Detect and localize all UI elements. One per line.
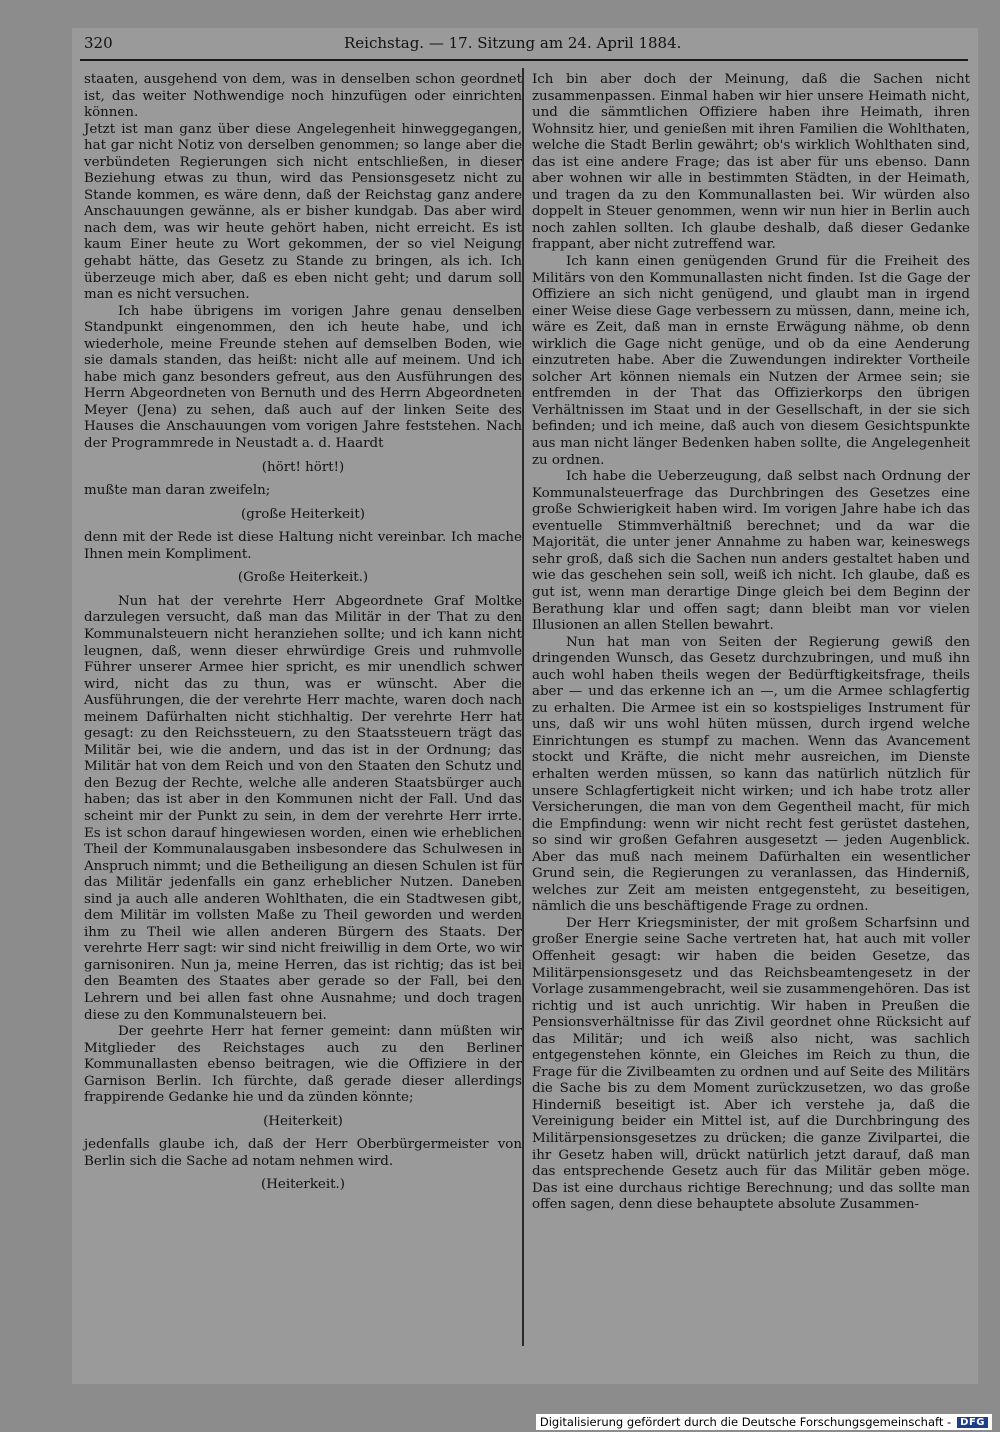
paragraph: Der geehrte Herr hat ferner gemeint: dann müßten wir Mitglieder des Reichstages auch zu den Berliner Kommunallasten ebenso beitragen, wie die Offiziere in der Garnison Berlin. Ich fürchte, daß gerade dieser allerdings frappirende Gedanke hie und da zünden könnte; (84, 1024, 522, 1106)
page-header (84, 34, 966, 60)
footer-credit: Digitalisierung gefördert durch die Deutsche Forschungsgemeinschaft - (539, 1415, 952, 1429)
dfg-logo: DFG (957, 1417, 988, 1428)
stage-direction: (Heiterkeit.) (261, 1177, 345, 1193)
paragraph: Ich habe die Ueberzeugung, daß selbst nach Ordnung der Kommunalsteuerfrage das Durchbringen des Gesetzes eine große Schwierigkeit haben wird. Im vorigen Jahre habe ich das eventuelle Stimmverhältniß berechnet; und da war die Majorität, die unter jener Annahme zu haben war, keineswegs sehr groß, daß sich die Sachen nun anders gestaltet haben und wie das geschehen sein soll, weiß ich nicht. Ich glaube, daß es gut ist, wenn man derartige Dinge gleich bei dem Beginn der Berathung klar und offen sagt; dann bleibt man vor vielen Illusionen an allen Stellen bewahrt. (532, 469, 970, 634)
right-column (532, 72, 970, 1214)
paragraph: Jetzt ist man ganz über diese Angelegenheit hinweggegangen, hat gar nicht Notiz von derselben genommen; so lange aber die verbündeten Regierungen sich nicht entschließen, in dieser Beziehung etwas zu thun, wird das Pensionsgesetz nicht zu Stande kommen, es wäre denn, daß der Reichstag ganz andere Anschauungen gewänne, als er bisher kundgab. Das aber wird nach dem, was wir heute gehört haben, nicht erreicht. Es ist kaum Einer heute zu Wort gekommen, der so viel Neigung gehabt hätte, das Gesetz zu Stande zu bringen, als ich. Ich überzeuge mich aber, daß es eben nicht geht; und darum soll man es nicht versuchen. (84, 121, 522, 303)
document-page (72, 28, 978, 1384)
paragraph: denn mit der Rede ist diese Haltung nicht vereinbar. Ich mache Ihnen mein Kompliment. (84, 530, 522, 562)
column-divider (522, 68, 524, 1346)
header-rule (80, 59, 968, 61)
stage-direction: (Große Heiterkeit.) (237, 570, 369, 586)
running-title: Reichstag. — 17. Sitzung am 24. April 1884. (344, 34, 682, 52)
footer-bar (536, 1414, 992, 1430)
paragraph: Ich habe übrigens im vorigen Jahre genau denselben Standpunkt eingenommen, den ich heute habe, und ich wiederhole, meine Freunde stehen auf demselben Boden, wie sie damals standen, das heißt: nicht alle auf meinem. Und ich habe mich ganz besonders gefreut, aus den Ausführungen des Herrn Abgeordneten von Bernuth und des Herrn Abgeordneten Meyer (Jena) zu sehen, daß auch auf der linken Seite des Hauses die Anschauungen vom vorigen Jahre feststehen. Nach der Programmrede in Neustadt a. d. Haardt (84, 303, 522, 452)
paragraph: Ich kann einen genügenden Grund für die Freiheit des Militärs von den Kommunallasten nicht finden. Ist die Gage der Offiziere an sich nicht genügend, und glaubt man in irgend einer Weise diese Gage verbessern zu müssen, dann, meine ich, wäre es Zeit, daß man in ernste Erwägung nähme, ob denn wirklich die Gage nicht genüge, und ob da eine Aenderung einzutreten habe. Aber die Zuwendungen indirekter Vortheile solcher Art können niemals ein Nutzen der Armee sein; sie entfremden in der That das Offizierkorps den übrigen Verhältnissen im Staat und in der Gesellschaft, in der sie sich befinden; und ich meine, daß auch von diesem Gesichtspunkte aus man nicht länger Bedenken haben sollte, die Angelegenheit zu ordnen. (532, 254, 970, 468)
paragraph: Ich bin aber doch der Meinung, daß die Sachen nicht zusammenpassen. Einmal haben wir hier unsere Heimath nicht, und die sämmtlichen Offiziere haben ihre Heimath, ihren Wohnsitz hier, und genießen mit ihren Familien die Wohlthaten, welche die Stadt Berlin gewährt; ob's wirklich Wohlthaten sind, das ist eine andere Frage; das ist aber für uns ebenso. Dann aber wohnen wir alle in bestimmten Städten, in der Heimath, und tragen da zu den Kommunallasten bei. Wir würden also doppelt in Steuer genommen, wenn wir nun hier in Berlin auch noch zahlen sollten. Ich glaube deshalb, daß dieser Gedanke frappant, aber nicht zutreffend war. (532, 72, 970, 253)
paragraph: mußte man daran zweifeln; (84, 483, 271, 499)
paragraph: Nun hat der verehrte Herr Abgeordnete Graf Moltke darzulegen versucht, daß man das Militär in der That zu den Kommunalsteuern nicht heranziehen sollte; und ich kann nicht leugnen, daß, wenn dieser ehrwürdige Greis und ruhmvolle Führer unserer Armee hier spricht, es mir unendlich schwer wird, nicht das zu thun, was er wünscht. Aber die Ausführungen, die der verehrte Herr machte, waren doch nach meinem Dafürhalten nicht stichhaltig. Der verehrte Herr hat gesagt: zu den Reichssteuern, zu den Staatssteuern trägt das Militär bei, wie die andern, und das ist in der Ordnung; das Militär hat von dem Reich und von den Staaten den Schutz und den Bezug der Rechte, welche alle anderen Staatsbürger auch haben; das ist aber in den Kommunen nicht der Fall. Und das scheint mir der Punkt zu sein, in dem der verehrte Herr irrte. Es ist schon darauf hingewiesen worden, einen wie erheblichen Theil der Kommunalausgaben insbesondere das Schulwesen in Anspruch nimmt; und die Betheiligung an diesen Schulen ist für das Militär jedenfalls ein ganz erheblicher Nutzen. Daneben sind ja auch alle anderen Wohlthaten, die ein Stadtwesen gibt, dem Militär im vollsten Maße zu Theil geworden und werden ihm zu Theil wie allen anderen Bürgern des Staats. Der verehrte Herr sagt: wir sind nicht freiwillig in dem Orte, wo wir garnisoniren. Nun ja, meine Herren, das ist richtig; das ist bei den Beamten des Staates aber gerade so der Fall, bei den Lehrern und bei allen fast ohne Ausnahme; und doch tragen diese zu den Kommunalsteuern bei. (84, 593, 522, 1023)
page-number: 320 (84, 34, 113, 52)
left-column (84, 72, 522, 1201)
paragraph: Der Herr Kriegsminister, der mit großem Scharfsinn und großer Energie seine Sache vertreten hat, hat auch mit voller Offenheit gesagt: wir haben die beiden Gesetze, das Militärpensionsgesetz und das Reichsbeamtengesetz in der Vorlage zusammengebracht, weil sie zusammengehören. Das ist richtig und ist auch unrichtig. Wir haben in Preußen die Pensionsverhältnisse für das Zivil geordnet ohne Rücksicht auf das Militär; und ich weiß also nicht, was sachlich entgegenstehen könnte, ein Gleiches im Reich zu thun, die Frage für die Zivilbeamten zu ordnen und auf Seite des Militärs die Sache bis zu dem Moment zurückzusetzen, wo das große Hinderniß beseitigt ist. Aber ich verstehe ja, daß die Vereinigung beider ein Mittel ist, auf die Durchbringung des Militärpensionsgesetzes zu drücken; die ganze Zivilpartei, die ihr Gesetz haben will, drückt natürlich jetzt darauf, daß man das entsprechende Gesetz auch für das Militär geben möge. Das ist eine durchaus richtige Berechnung; und das sollte man offen sagen, denn diese behauptete absolute Zusammen- (532, 915, 970, 1213)
stage-direction: (große Heiterkeit) (241, 506, 365, 522)
paragraph: staaten, ausgehend von dem, was in denselben schon geordnet ist, das weiter Nothwendige noch hinzufügen oder einrichten können. (84, 72, 522, 121)
stage-direction: (Heiterkeit) (263, 1113, 343, 1129)
stage-direction: (hört! hört!) (261, 459, 345, 475)
paragraph: Nun hat man von Seiten der Regierung gewiß den dringenden Wunsch, das Gesetz durchzubringen, und muß ihn auch wohl haben theils wegen der Bedürftigkeitsfrage, theils aber — und das erkenne ich an —, um die Armee schlagfertig zu erhalten. Die Armee ist ein so kostspieliges Instrument für uns, daß wir uns wohl hüten müssen, durch irgend welche Einrichtungen es stumpf zu machen. Wenn das Avancement stockt und Kräfte, die nicht mehr ausreichen, im Dienste erhalten werden müssen, so kann das natürlich nützlich für unsere Schlagfertigkeit nicht wirken; und ich habe trotz aller Versicherungen, die man von dem Gegentheil macht, für mich die Empfindung: wenn wir nicht recht fest gerüstet dastehen, so sind wir großen Gefahren ausgesetzt — jeden Augenblick. Aber das muß nach meinem Dafürhalten ein wesentlicher Grund sein, die Regierungen zu veranlassen, das Hinderniß, welches zur Zeit am meisten entgegensteht, zu beseitigen, nämlich die uns beschäftigende Frage zu ordnen. (532, 634, 970, 915)
paragraph: jedenfalls glaube ich, daß der Herr Oberbürgermeister von Berlin sich die Sache ad notam nehmen wird. (84, 1137, 522, 1169)
